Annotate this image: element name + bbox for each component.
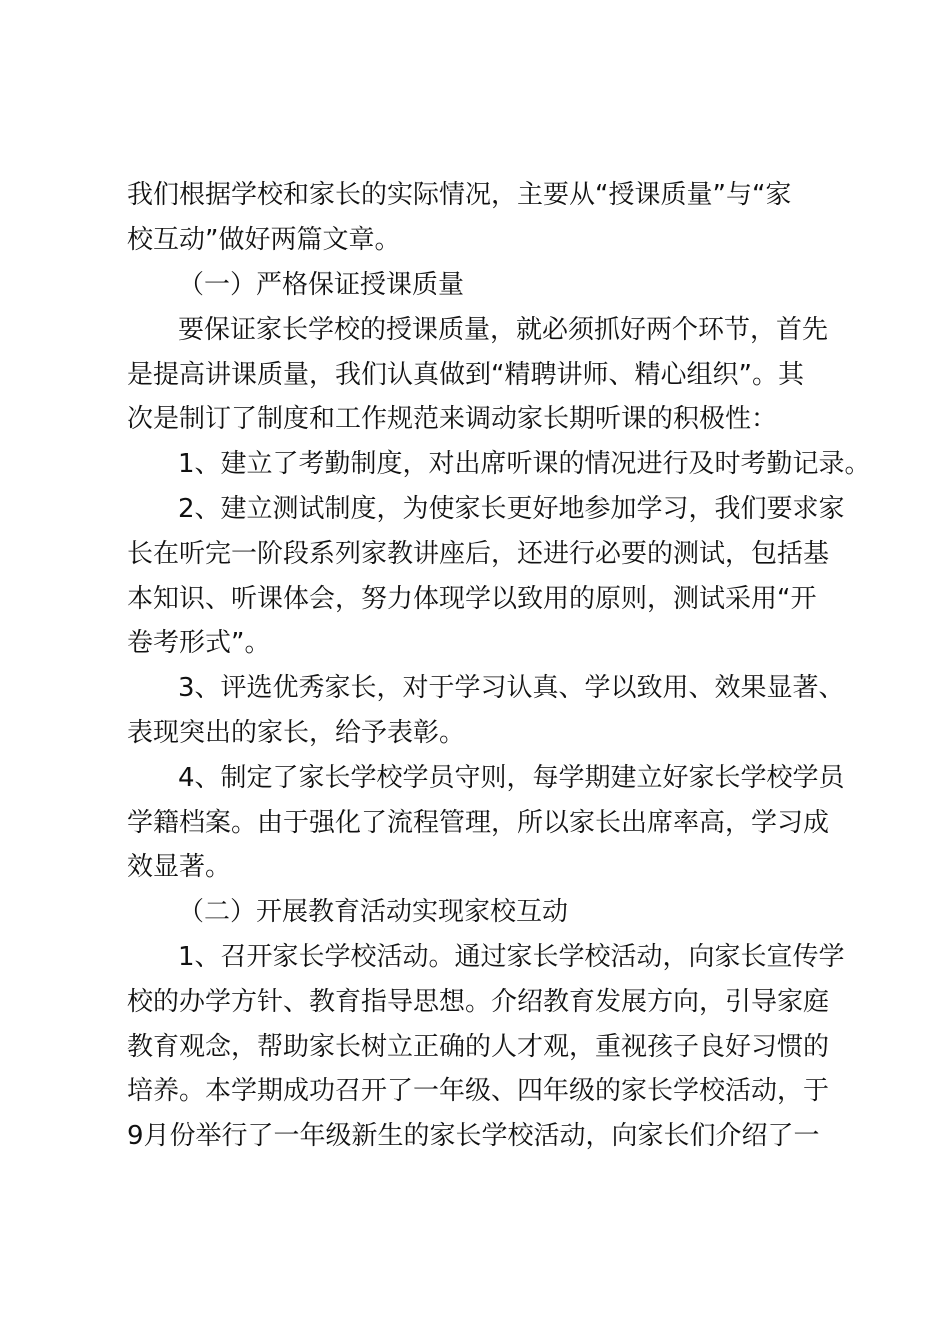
text-line: 是提高讲课质量，我们认真做到“精聘讲师、精心组织”。其 <box>127 360 804 390</box>
text-line: 次是制订了制度和工作规范来调动家长期听课的积极性： <box>127 404 778 434</box>
text-line: 1、召开家长学校活动。通过家长学校活动，向家长宣传学 <box>178 942 845 972</box>
text-line: 我们根据学校和家长的实际情况，主要从“授课质量”与“家 <box>127 180 792 210</box>
text-line: 校的办学方针、教育指导思想。介绍教育发展方向，引导家庭 <box>127 987 830 1017</box>
text-line: 校互动”做好两篇文章。 <box>127 225 401 255</box>
text-line: 要保证家长学校的授课质量，就必须抓好两个环节，首先 <box>178 315 829 345</box>
text-line: 培养。本学期成功召开了一年级、四年级的家长学校活动，于 <box>127 1076 830 1106</box>
text-line: 3、评选优秀家长，对于学习认真、学以致用、效果显著、 <box>178 673 845 703</box>
text-line: 9月份举行了一年级新生的家长学校活动，向家长们介绍了一 <box>127 1121 820 1151</box>
text-line: 卷考形式”。 <box>127 628 271 658</box>
text-line: 1、建立了考勤制度，对出席听课的情况进行及时考勤记录。 <box>178 449 871 479</box>
section-heading: （二）开展教育活动实现家校互动 <box>178 897 569 927</box>
text-line: 表现突出的家长，给予表彰。 <box>127 718 466 748</box>
text-line: 2、建立测试制度，为使家长更好地参加学习，我们要求家 <box>178 494 845 524</box>
text-line: 教育观念，帮助家长树立正确的人才观，重视孩子良好习惯的 <box>127 1032 830 1062</box>
text-line: 效显著。 <box>127 852 232 882</box>
text-line: 学籍档案。由于强化了流程管理，所以家长出席率高，学习成 <box>127 808 830 838</box>
text-line: 4、制定了家长学校学员守则，每学期建立好家长学校学员 <box>178 763 845 793</box>
section-heading: （一）严格保证授课质量 <box>178 270 465 300</box>
text-line: 本知识、听课体会，努力体现学以致用的原则，测试采用“开 <box>127 584 817 614</box>
text-line: 长在听完一阶段系列家教讲座后，还进行必要的测试，包括基 <box>127 539 830 569</box>
